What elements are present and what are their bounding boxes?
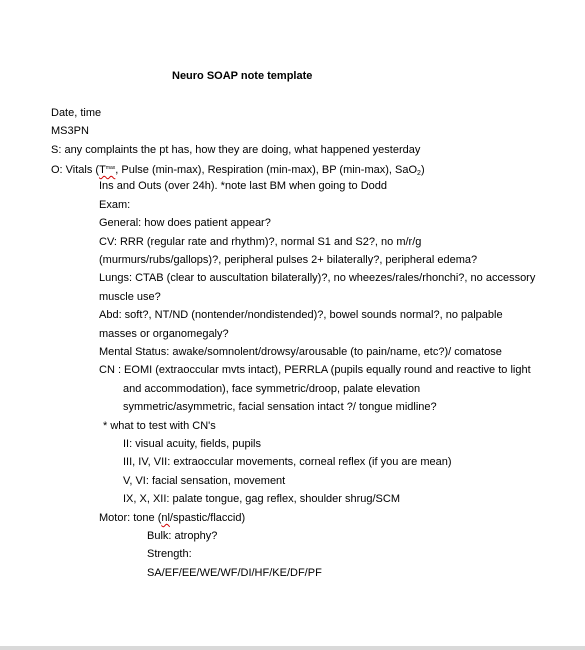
vitals-t-sup: max <box>105 165 116 171</box>
lungs-line-1: Lungs: CTAB (clear to auscultation bilaterally)?, no wheezes/rales/rhonchi?, no accessory <box>99 272 536 284</box>
vitals-rest: , Pulse (min-max), Respiration (min-max), BP (min-max), SaO <box>115 164 418 176</box>
motor-prefix: Motor: tone ( <box>99 512 162 524</box>
strength-list-line: SA/EF/EE/WE/WF/DI/HF/KE/DF/PF <box>147 567 322 579</box>
cn-line-1: CN : EOMI (extraoccular mvts intact), PERRLA (pupils equally round and reactive to light <box>99 364 531 376</box>
bulk-line: Bulk: atrophy? <box>147 530 218 542</box>
cn-v-line: V, VI: facial sensation, movement <box>123 475 286 487</box>
vitals-t: T <box>99 164 106 176</box>
subjective-line: S: any complaints the pt has, how they are doing, what happened yesterday <box>51 144 421 156</box>
page-bottom-edge <box>0 646 585 650</box>
lungs-line-2: muscle use? <box>99 291 161 303</box>
abd-line-1: Abd: soft?, NT/ND (nontender/nondistended)?, bowel sounds normal?, no palpable <box>99 309 503 321</box>
motor-line <box>99 512 245 525</box>
general-line: General: how does patient appear? <box>99 217 271 229</box>
vitals-close: ) <box>420 164 425 176</box>
ins-outs-line: Ins and Outs (over 24h). *note last BM when going to Dodd <box>99 180 387 192</box>
abd-line-2: masses or organomegaly? <box>99 328 229 340</box>
mental-status-line: Mental Status: awake/somnolent/drowsy/arousable (to pain/name, etc?)/ comatose <box>99 346 502 358</box>
motor-rest: /spastic/flaccid) <box>169 512 246 524</box>
date-time-line: Date, time <box>51 107 102 119</box>
cv-line-2: (murmurs/rubs/gallops)?, peripheral pulses 2+ bilaterally?, peripheral edema? <box>99 254 478 266</box>
vitals-tmax <box>99 162 115 177</box>
cn-line-2: and accommodation), face symmetric/droop, palate elevation <box>123 383 421 395</box>
document-title: Neuro SOAP note template <box>172 70 313 82</box>
exam-line: Exam: <box>99 199 131 211</box>
vitals-sub: 2 <box>417 170 421 177</box>
cn-ix-line: IX, X, XII: palate tongue, gag reflex, shoulder shrug/SCM <box>123 493 400 505</box>
vitals-prefix: O: Vitals ( <box>51 164 100 176</box>
vitals-line <box>51 162 425 180</box>
motor-nl: nl <box>161 512 170 524</box>
cn-iii-line: III, IV, VII: extraoccular movements, corneal reflex (if you are mean) <box>123 456 452 468</box>
cn-ii-line: II: visual acuity, fields, pupils <box>123 438 261 450</box>
cn-line-3: symmetric/asymmetric, facial sensation intact ?/ tongue midline? <box>123 401 437 413</box>
strength-line: Strength: <box>147 548 192 560</box>
ms3pn-line: MS3PN <box>51 125 89 137</box>
cn-test-line: * what to test with CN's <box>103 420 216 432</box>
cv-line-1: CV: RRR (regular rate and rhythm)?, normal S1 and S2?, no m/r/g <box>99 236 422 248</box>
